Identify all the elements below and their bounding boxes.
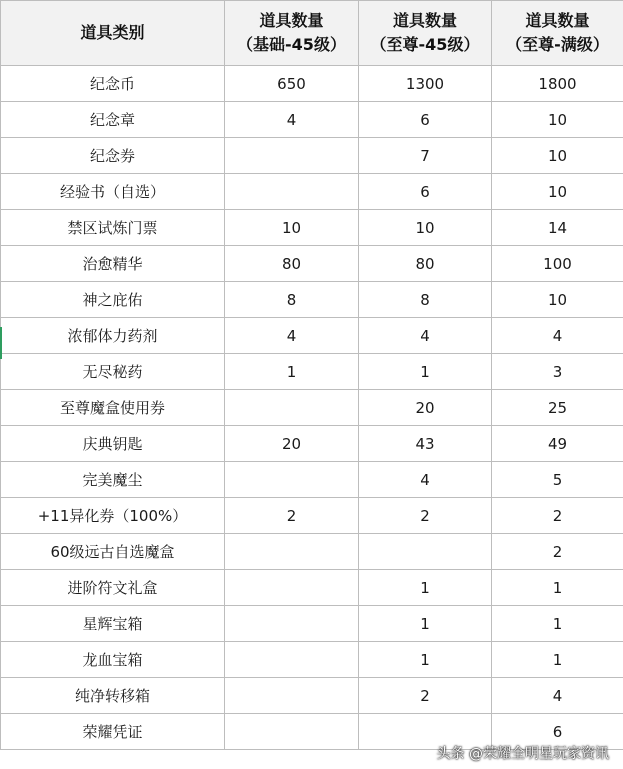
qty-supreme-45: 4 <box>359 318 492 354</box>
qty-supreme-45: 1 <box>359 354 492 390</box>
qty-supreme-45: 1 <box>359 606 492 642</box>
qty-supreme-45: 6 <box>359 174 492 210</box>
item-name: 荣耀凭证 <box>1 714 225 750</box>
qty-basic-45: 1 <box>225 354 359 390</box>
qty-supreme-max: 2 <box>492 534 623 570</box>
qty-basic-45: 8 <box>225 282 359 318</box>
header-basic-45-line2: （基础-45级） <box>237 35 346 54</box>
qty-basic-45: 2 <box>225 498 359 534</box>
table-row <box>1 66 623 102</box>
table-row <box>1 282 623 318</box>
qty-supreme-max: 1 <box>492 606 623 642</box>
row-marker <box>0 327 2 359</box>
qty-supreme-max: 14 <box>492 210 623 246</box>
qty-basic-45 <box>225 642 359 678</box>
qty-supreme-max: 10 <box>492 282 623 318</box>
item-name: 至尊魔盒使用券 <box>1 390 225 426</box>
qty-supreme-max: 3 <box>492 354 623 390</box>
table-row <box>1 318 623 354</box>
table-row <box>1 354 623 390</box>
watermark: 头条 @荣耀全明星玩家资讯 <box>436 746 609 762</box>
qty-basic-45: 10 <box>225 210 359 246</box>
qty-supreme-max: 1 <box>492 570 623 606</box>
header-category <box>1 1 225 66</box>
table-row <box>1 570 623 606</box>
qty-basic-45: 4 <box>225 318 359 354</box>
header-supreme-max <box>492 1 623 66</box>
item-name: 浓郁体力药剂 <box>1 318 225 354</box>
table-row <box>1 678 623 714</box>
qty-supreme-max: 6 <box>492 714 623 750</box>
qty-supreme-45: 1300 <box>359 66 492 102</box>
item-name: 纪念币 <box>1 66 225 102</box>
qty-supreme-45: 20 <box>359 390 492 426</box>
header-supreme-max-line2: （至尊-满级） <box>506 35 609 54</box>
header-supreme-max-line1: 道具数量 <box>525 11 590 30</box>
table-row <box>1 534 623 570</box>
item-name: 完美魔尘 <box>1 462 225 498</box>
qty-supreme-45 <box>359 534 492 570</box>
table-row <box>1 462 623 498</box>
table-row <box>1 210 623 246</box>
qty-supreme-45: 2 <box>359 498 492 534</box>
qty-supreme-45: 6 <box>359 102 492 138</box>
qty-supreme-max: 1800 <box>492 66 623 102</box>
qty-supreme-max: 25 <box>492 390 623 426</box>
table-row <box>1 138 623 174</box>
qty-supreme-45: 8 <box>359 282 492 318</box>
table-row <box>1 174 623 210</box>
table-row <box>1 426 623 462</box>
item-name: 庆典钥匙 <box>1 426 225 462</box>
table-row <box>1 498 623 534</box>
qty-supreme-max: 10 <box>492 138 623 174</box>
qty-basic-45: 650 <box>225 66 359 102</box>
item-name: 纪念券 <box>1 138 225 174</box>
qty-supreme-max: 2 <box>492 498 623 534</box>
qty-supreme-45: 43 <box>359 426 492 462</box>
table-row <box>1 246 623 282</box>
table-row <box>1 714 623 750</box>
item-name: 60级远古自选魔盒 <box>1 534 225 570</box>
header-supreme-45-line2: （至尊-45级） <box>370 35 480 54</box>
item-name: 纪念章 <box>1 102 225 138</box>
qty-supreme-max: 5 <box>492 462 623 498</box>
qty-basic-45 <box>225 606 359 642</box>
qty-supreme-max: 49 <box>492 426 623 462</box>
item-name: 经验书（自选） <box>1 174 225 210</box>
qty-basic-45 <box>225 570 359 606</box>
qty-supreme-45: 4 <box>359 462 492 498</box>
qty-supreme-45 <box>359 714 492 750</box>
qty-supreme-max: 1 <box>492 642 623 678</box>
header-supreme-45 <box>359 1 492 66</box>
qty-basic-45: 4 <box>225 102 359 138</box>
qty-supreme-45: 10 <box>359 210 492 246</box>
qty-basic-45 <box>225 138 359 174</box>
qty-basic-45 <box>225 462 359 498</box>
item-name: 无尽秘药 <box>1 354 225 390</box>
qty-basic-45: 80 <box>225 246 359 282</box>
item-name: 神之庇佑 <box>1 282 225 318</box>
header-basic-45 <box>225 1 359 66</box>
header-supreme-45-line1: 道具数量 <box>392 11 457 30</box>
header-category-label: 道具类别 <box>80 23 145 42</box>
qty-basic-45 <box>225 534 359 570</box>
table-row <box>1 606 623 642</box>
qty-basic-45 <box>225 174 359 210</box>
item-name: 进阶符文礼盒 <box>1 570 225 606</box>
qty-supreme-45: 80 <box>359 246 492 282</box>
header-row <box>1 1 623 66</box>
table-row <box>1 102 623 138</box>
qty-basic-45 <box>225 390 359 426</box>
table-row <box>1 390 623 426</box>
item-name: 纯净转移箱 <box>1 678 225 714</box>
item-name: +11异化券（100%） <box>1 498 225 534</box>
item-name: 星辉宝箱 <box>1 606 225 642</box>
qty-supreme-max: 100 <box>492 246 623 282</box>
qty-supreme-max: 10 <box>492 102 623 138</box>
qty-supreme-max: 4 <box>492 678 623 714</box>
qty-supreme-45: 1 <box>359 570 492 606</box>
header-basic-45-line1: 道具数量 <box>259 11 324 30</box>
qty-supreme-max: 10 <box>492 174 623 210</box>
qty-basic-45 <box>225 714 359 750</box>
item-name: 治愈精华 <box>1 246 225 282</box>
item-name: 禁区试炼门票 <box>1 210 225 246</box>
item-name: 龙血宝箱 <box>1 642 225 678</box>
qty-supreme-max: 4 <box>492 318 623 354</box>
qty-basic-45 <box>225 678 359 714</box>
qty-supreme-45: 1 <box>359 642 492 678</box>
qty-supreme-45: 2 <box>359 678 492 714</box>
qty-basic-45: 20 <box>225 426 359 462</box>
qty-supreme-45: 7 <box>359 138 492 174</box>
table-row <box>1 642 623 678</box>
